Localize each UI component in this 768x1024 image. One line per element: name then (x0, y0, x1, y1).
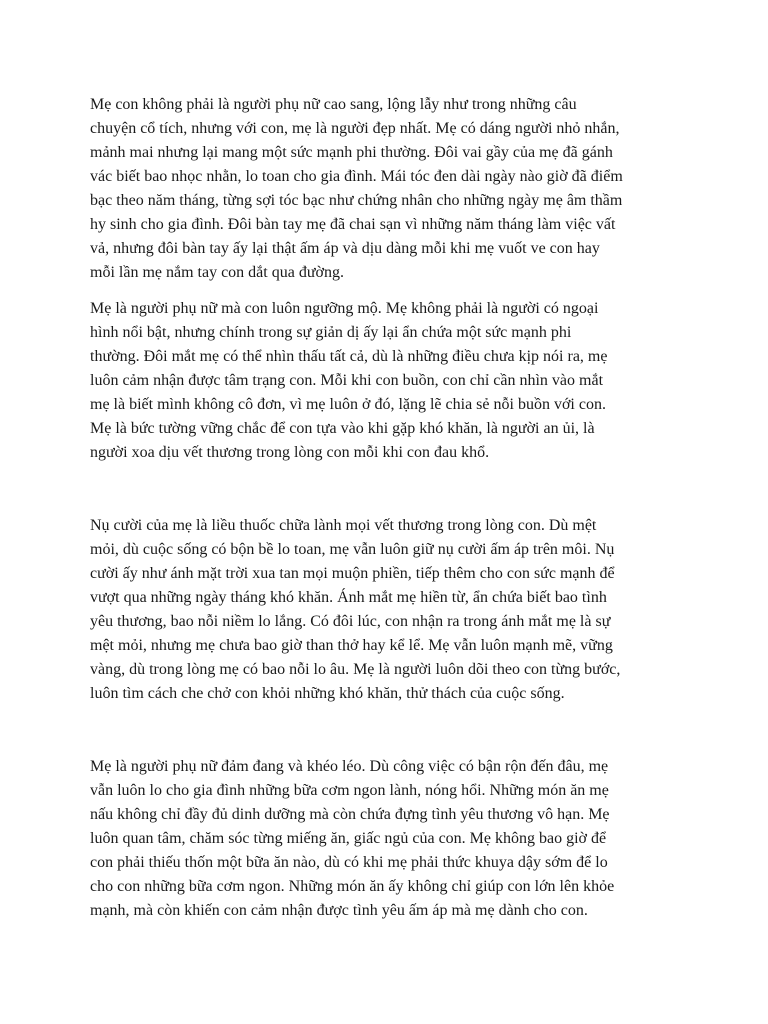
paragraph-4: Mẹ là người phụ nữ đảm đang và khéo léo. Dù công việc có bận rộn đến đâu, mẹ vẫn luôn lo cho gia đình những bữa cơm ngon lành, nóng hổi. Những món ăn mẹ nấu không chỉ đầy đủ dinh dưỡng mà còn chứa đựng tình yêu thương vô hạn. Mẹ luôn quan tâm, chăm sóc từng miếng ăn, giấc ngủ của con. Mẹ không bao giờ để con phải thiếu thốn một bữa ăn nào, dù có khi mẹ phải thức khuya dậy sớm để lo cho con những bữa cơm ngon. Những món ăn ấy không chỉ giúp con lớn lên khỏe mạnh, mà còn khiến con cảm nhận được tình yêu ấm áp mà mẹ dành cho con. (90, 758, 615, 919)
paragraph-1: Mẹ con không phải là người phụ nữ cao sang, lộng lẫy như trong những câu chuyện cổ tích, nhưng với con, mẹ là người đẹp nhất. Mẹ có dáng người nhỏ nhắn, mảnh mai nhưng lại mang một sức mạnh phi thường. Đôi vai gầy của mẹ đã gánh vác biết bao nhọc nhằn, lo toan cho gia đình. Mái tóc đen dài ngày nào giờ đã điểm bạc theo năm tháng, từng sợi tóc bạc như chứng nhân cho những ngày mẹ âm thầm hy sinh cho gia đình. Đôi bàn tay mẹ đã chai sạn vì những năm tháng làm việc vất vả, nhưng đôi bàn tay ấy lại thật ấm áp và dịu dàng mỗi khi mẹ vuốt ve con hay mỗi lần mẹ nắm tay con dắt qua đường. (90, 96, 623, 281)
paragraph-2: Mẹ là người phụ nữ mà con luôn ngưỡng mộ. Mẹ không phải là người có ngoại hình nổi bật, nhưng chính trong sự giản dị ấy lại ẩn chứa một sức mạnh phi thường. Đôi mắt mẹ có thể nhìn thấu tất cả, dù là những điều chưa kịp nói ra, mẹ luôn cảm nhận được tâm trạng con. Mỗi khi con buồn, con chỉ cần nhìn vào mắt mẹ là biết mình không cô đơn, vì mẹ luôn ở đó, lặng lẽ chia sẻ nỗi buồn với con. Mẹ là bức tường vững chắc để con tựa vào khi gặp khó khăn, là người an ủi, là người xoa dịu vết thương trong lòng con mỗi khi con đau khổ. (90, 300, 608, 461)
paragraph-3: Nụ cười của mẹ là liều thuốc chữa lành mọi vết thương trong lòng con. Dù mệt mỏi, dù cuộc sống có bộn bề lo toan, mẹ vẫn luôn giữ nụ cười ấm áp trên môi. Nụ cười ấy như ánh mặt trời xua tan mọi muộn phiền, tiếp thêm cho con sức mạnh để vượt qua những ngày tháng khó khăn. Ánh mắt mẹ hiền từ, ẩn chứa biết bao tình yêu thương, bao nỗi niềm lo lắng. Có đôi lúc, con nhận ra trong ánh mắt mẹ là sự mệt mỏi, nhưng mẹ chưa bao giờ than thở hay kể lể. Mẹ vẫn luôn mạnh mẽ, vững vàng, dù trong lòng mẹ có bao nỗi lo âu. Mẹ là người luôn dõi theo con từng bước, luôn tìm cách che chở con khỏi những khó khăn, thử thách của cuộc sống. (90, 517, 621, 702)
